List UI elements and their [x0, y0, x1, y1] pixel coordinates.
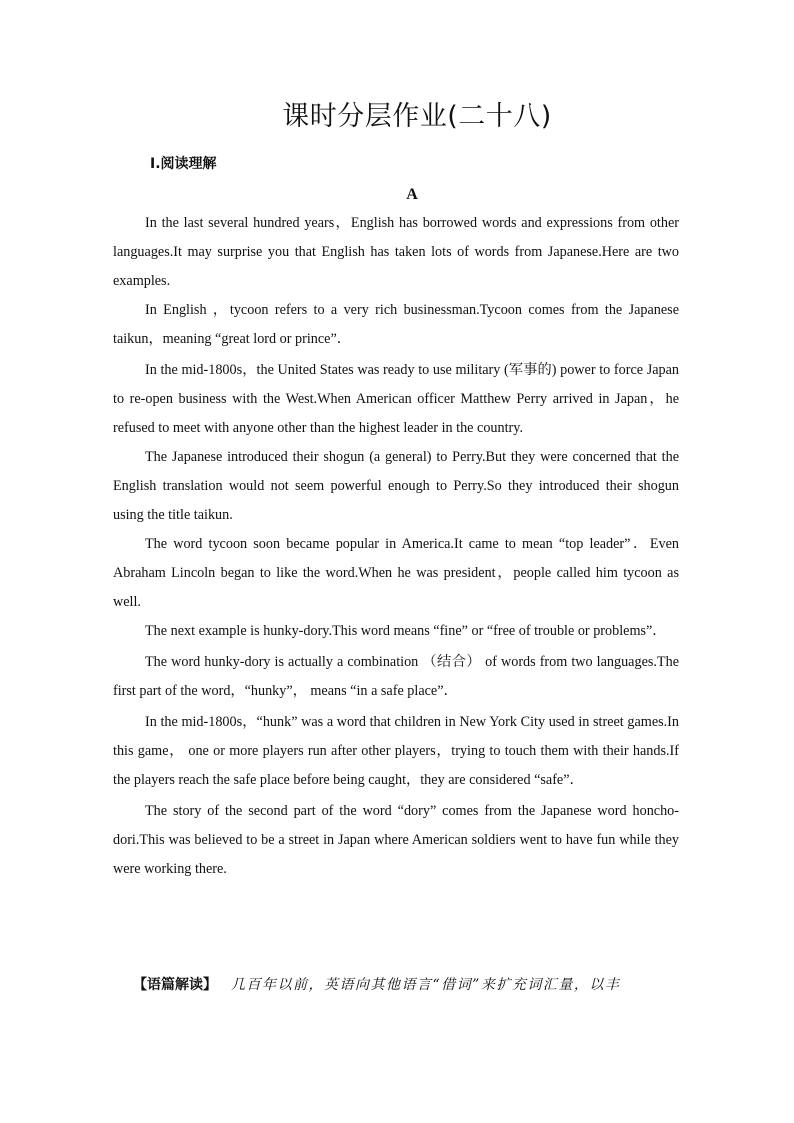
commentary-line: [113, 972, 679, 998]
paragraph: The Japanese introduced their shogun (a general) to Perry.But they were concerned that the English translation would not seem powerful enough to Perry.So they introduced their shogun using the title taikun.: [113, 449, 679, 523]
paragraph: In English ，tycoon refers to a very rich businessman.Tycoon comes from the Japanese taikun，meaning “great lord or prince”．: [113, 302, 679, 347]
passage-label: A: [406, 186, 418, 203]
commentary-text: 几百年以前，英语向其他语言“借词”来扩充词汇量，以丰: [231, 977, 621, 993]
passage-body: [113, 209, 679, 884]
paragraph: In the mid-1800s，“hunk” was a word that children in New York City used in street games.In this game， one or more players run after other players，trying to touch them with their hands.If the players reach the safe place before being caught，they are considered “safe”．: [113, 714, 679, 788]
section-heading: Ⅰ.阅读理解: [150, 156, 217, 172]
paragraph: In the last several hundred years，English has borrowed words and expressions from other languages.It may surprise you that English has taken lots of words from Japanese.Here are two examples.: [113, 215, 679, 289]
page-title: 课时分层作业(二十八): [282, 101, 552, 132]
commentary-tag: 【语篇解读】: [133, 977, 217, 993]
paragraph: In the mid-1800s，the United States was ready to use military (军事的) power to force Japan to re-open business with the West.When American officer Matthew Perry arrived in Japan，he refused to meet with anyone other than the highest leader in the country.: [113, 362, 679, 436]
paragraph: The word tycoon soon became popular in America.It came to mean “top leader”．Even Abraham Lincoln began to like the word.When he was president，people called him tycoon as well.: [113, 536, 679, 610]
paragraph: The story of the second part of the word “dory” comes from the Japanese word honcho-dori.This was believed to be a street in Japan where American soldiers went to have fun while they were working there.: [113, 803, 679, 877]
paragraph: The word hunky-dory is actually a combination （结合） of words from two languages.The first part of the word，“hunky”， means “in a safe place”．: [113, 654, 679, 699]
paragraph: The next example is hunky-dory.This word means “fine” or “free of trouble or problems”．: [145, 623, 667, 639]
